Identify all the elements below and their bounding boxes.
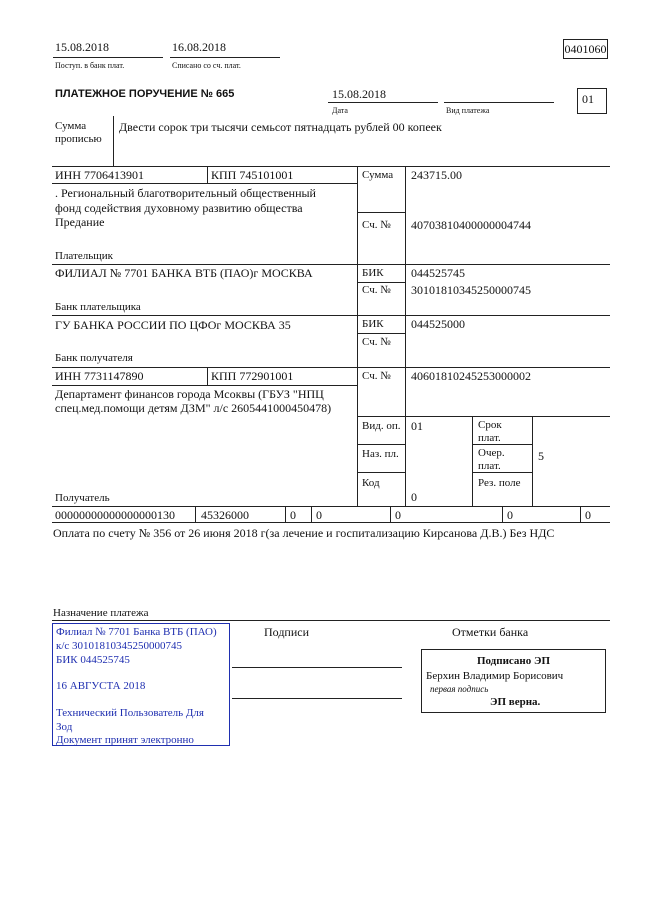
tax-field-5: 0 [395,508,401,522]
e-signature-role: первая подпись [430,684,489,694]
grid-line-payer-top [52,166,610,167]
payer-bank-account-value: 30101810345250000745 [411,283,531,297]
payer-account-label: Сч. № [362,219,391,231]
code-value: 0 [411,490,417,504]
recipient-inn: ИНН 7731147890 [55,369,144,383]
grid-line-recipient-kpp [207,367,208,385]
e-signature-verified: ЭП верна. [490,696,541,708]
payer-label: Плательщик [55,250,113,262]
grid-line-term-left [472,416,473,506]
amount-words-value: Двести сорок три тысячи семьсот пятнадцать рублей 00 копеек [119,120,442,134]
order-date: 15.08.2018 [332,87,386,101]
stamp-line-7: Документ принят электронно [56,734,194,746]
queue-value: 5 [538,449,544,463]
purpose-text: Оплата по счету № 356 от 26 июня 2018 г(за лечение и госпитализацию Кирсанова Д.В.) Без НДС [53,526,555,540]
tax-field-3: 0 [290,508,296,522]
payer-name-1: . Региональный благотворительный общественный [55,186,316,200]
grid-line-term-right [532,416,533,506]
reserve-label: Рез. поле [478,477,521,489]
op-type-label: Вид. оп. [362,420,401,432]
queue-label-2: плат. [478,460,501,472]
recipient-bik-value: 044525000 [411,317,465,331]
payer-bik-value: 044525745 [411,266,465,280]
amount-words-label-2: прописью [55,133,102,145]
amount-words-divider [113,116,114,166]
grid-line-recipient-inn [52,385,357,386]
payment-type-label: Вид платежа [446,106,490,115]
grid-line-optype-bottom [357,444,405,445]
tax-field-4: 0 [316,508,322,522]
signatures-label: Подписи [264,625,310,639]
page-title: ПЛАТЕЖНОЕ ПОРУЧЕНИЕ № 665 [55,88,235,100]
grid-line-sum-bottom [357,212,405,213]
payer-kpp: КПП 745101001 [211,168,294,182]
recipient-account-label: Сч. № [362,370,391,382]
grid-line-tax-4 [390,506,391,522]
queue-label-1: Очер. [478,447,505,459]
grid-line-bik-bottom [357,282,405,283]
grid-line-term-bottom [472,444,532,445]
stamp-line-6: Зод [56,721,73,733]
signature-line-1 [232,667,402,668]
payer-account-value: 40703810400000004744 [411,218,531,232]
stamp-line-3: БИК 044525745 [56,654,130,666]
status-code: 01 [577,88,607,114]
received-label: Поступ. в банк плат. [55,61,125,70]
e-signature-signer: Берхин Владимир Борисович [426,670,564,682]
recipient-label: Получатель [55,492,110,504]
recipient-bank-label: Банк получателя [55,352,133,364]
tax-field-7: 0 [585,508,591,522]
recipient-bank-account-label: Сч. № [362,336,391,348]
form-code: 0401060 [563,39,608,59]
grid-line-second-vertical [405,166,406,506]
bank-marks-label: Отметки банка [452,625,529,639]
grid-line-recipient-bottom [52,506,610,507]
sum-value: 243715.00 [411,168,462,182]
recipient-bik-label: БИК [362,318,384,330]
grid-line-inn-row [52,183,357,184]
grid-line-payer-bank-bottom [52,315,610,316]
debited-date-line [170,57,280,58]
tax-field-1: 00000000000000000130 [55,508,175,522]
order-date-label: Дата [332,106,348,115]
recipient-name-1: Департамент финансов города Мсоквы (ГБУЗ "НПЦ [55,387,324,401]
debited-label: Списано со сч. плат. [172,61,241,70]
stamp-line-2: к/с 30101810345250000745 [56,640,183,652]
e-signature-box [421,649,606,713]
payer-bik-label: БИК [362,267,384,279]
payer-bank-account-label: Сч. № [362,284,391,296]
grid-line-payer-bottom [52,264,610,265]
payer-bank-name: ФИЛИАЛ № 7701 БАНКА ВТБ (ПАО)г МОСКВА [55,266,313,280]
signature-line-2 [232,698,402,699]
recipient-name-2: спец.мед.помощи детям ДЗМ" л/с 2605441000450478) [55,401,332,415]
grid-line-tax-3 [311,506,312,522]
payer-name-3: Предание [55,215,105,229]
payer-inn: ИНН 7706413901 [55,168,144,182]
term-label-2: плат. [478,432,501,444]
code-label: Код [362,477,380,489]
grid-line-payer-kpp [207,166,208,183]
sum-label: Сумма [362,169,394,181]
received-date: 15.08.2018 [55,40,109,54]
recipient-bank-name: ГУ БАНКА РОССИИ ПО ЦФОг МОСКВА 35 [55,318,291,332]
payer-bank-label: Банк плательщика [55,301,141,313]
grid-line-tax-2 [285,506,286,522]
grid-line-main-vertical [357,166,358,506]
recipient-account-value: 40601810245253000002 [411,369,531,383]
stamp-line-5: Технический Пользователь Для [56,707,204,719]
purpose-code-label: Наз. пл. [362,448,399,460]
recipient-kpp: КПП 772901001 [211,369,294,383]
grid-line-codes-top [357,416,610,417]
grid-line-tax-6 [580,506,581,522]
grid-line-recipient-bank-bottom [52,367,610,368]
stamp-line-4: 16 АВГУСТА 2018 [56,680,146,692]
e-signature-title: Подписано ЭП [476,655,551,667]
stamp-line-1: Филиал № 7701 Банка ВТБ (ПАО) [56,626,217,638]
purpose-label: Назначение платежа [53,607,149,619]
grid-line-tax-1 [195,506,196,522]
tax-field-2: 45326000 [201,508,249,522]
amount-words-label-1: Сумма [55,120,87,132]
op-type-value: 01 [411,419,423,433]
purpose-bottom-line [52,620,610,621]
payment-type-line [444,102,554,103]
debited-date: 16.08.2018 [172,40,226,54]
tax-field-6: 0 [507,508,513,522]
term-label-1: Срок [478,419,502,431]
received-date-line [53,57,163,58]
order-date-line [328,102,438,103]
grid-line-purpose-bottom [357,472,405,473]
grid-line-queue-bottom [472,472,532,473]
payer-name-2: фонд содействия духовному развитию общества [55,201,303,215]
bank-stamp [52,623,230,746]
grid-line-tax-5 [502,506,503,522]
grid-line-bik2-bottom [357,333,405,334]
